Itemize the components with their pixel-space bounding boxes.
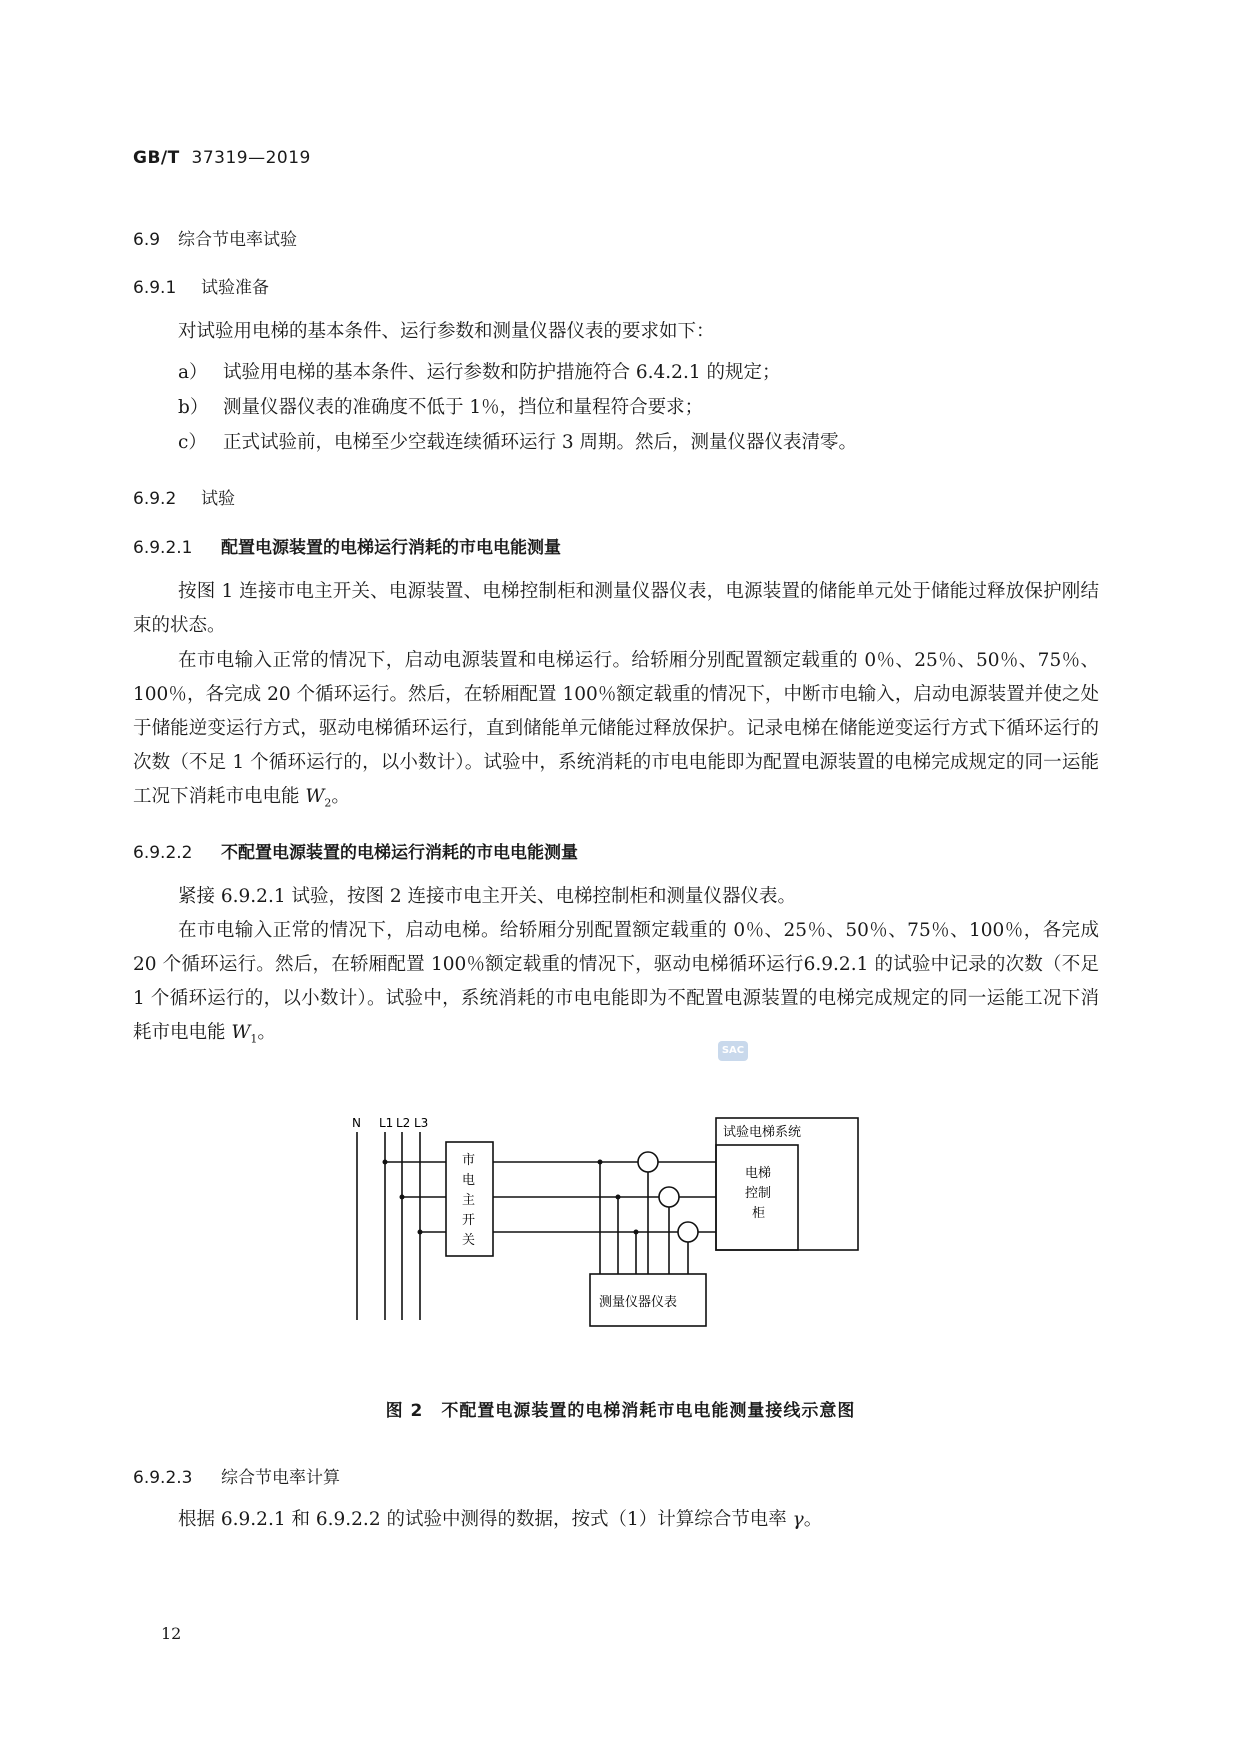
heading-title: 综合节电率计算: [221, 1468, 340, 1488]
standard-prefix: GB/T: [133, 148, 180, 168]
paragraph-intro: 对试验用电梯的基本条件、运行参数和测量仪器仪表的要求如下：: [178, 321, 715, 342]
current-transformer-l2: [659, 1187, 679, 1207]
list-item-b: [178, 393, 703, 419]
controller-label: 柜: [752, 1206, 766, 1221]
list-marker: a）: [178, 362, 208, 383]
switch-char: 关: [462, 1233, 476, 1248]
heading-6-9: [133, 225, 297, 250]
paragraph: [133, 914, 1099, 1057]
heading-number: 6.9.2.2: [133, 843, 193, 863]
paragraph-end: 。: [257, 1022, 276, 1043]
wiring-diagram: [330, 1100, 890, 1340]
controller-label: 控制: [745, 1186, 772, 1201]
heading-6-9-2-3: [133, 1463, 340, 1488]
switch-char: 开: [462, 1213, 476, 1228]
paragraph: 按图 1 连接市电主开关、电源装置、电梯控制柜和测量仪器仪表，电源装置的储能单元处于储能过释放保护刚结束的状态。: [133, 581, 1099, 636]
sac-watermark: SAC: [718, 1041, 748, 1061]
switch-char: 主: [462, 1193, 476, 1208]
variable-subscript: 1: [250, 1032, 258, 1046]
heading-title: 不配置电源装置的电梯运行消耗的市电电能测量: [221, 843, 578, 863]
paragraph-text: 在市电输入正常的情况下，启动电源装置和电梯运行。给轿厢分别配置额定载重的 0％、25％、50％、75％、100％，各完成 20 个循环运行。然后，在轿厢配置 100％额定载重的情况下，中断市电输入，启动电源装置并使之处于储能逆变运行方式，驱动电梯循环运行，直到储能单元储能过释放保护。记录电梯在储能逆变运行方式下循环运行的次数（不足 1 个循环运行的，以小数计）。试验中，系统消耗的市电电能即为配置电源装置的电梯完成规定的同一运能工况下消耗市电电能: [133, 650, 1099, 807]
current-transformer-l1: [638, 1152, 658, 1172]
paragraph: 紧接 6.9.2.1 试验，按图 2 连接市电主开关、电梯控制柜和测量仪器仪表。: [178, 886, 797, 907]
heading-number: 6.9.2.1: [133, 538, 193, 558]
heading-title: 试验: [201, 489, 235, 509]
label-l2: L2: [396, 1116, 411, 1130]
paragraph-end: 。: [331, 786, 350, 807]
paragraph-text: 在市电输入正常的情况下，启动电梯。给轿厢分别配置额定载重的 0％、25％、50％、75％、100％，各完成 20 个循环运行。然后，在轿厢配置 100％额定载重的情况下，驱动电梯循环运行6.9.2.1 的试验中记录的次数（不足 1 个循环运行的，以小数计）。试验中，系统消耗的市电电能即为不配置电源装置的电梯完成规定的同一运能工况下消耗市电电能: [133, 920, 1099, 1043]
list-text: 测量仪器仪表的准确度不低于 1％，挡位和量程符合要求；: [223, 397, 704, 418]
heading-title: 综合节电率试验: [178, 230, 297, 250]
current-transformer-l3: [678, 1222, 698, 1242]
heading-number: 6.9.2: [133, 489, 177, 509]
paragraph: [133, 644, 1099, 821]
page-number: 12: [161, 1624, 182, 1643]
label-l1: L1: [379, 1116, 394, 1130]
variable-w: W: [305, 786, 325, 807]
heading-6-9-1: [133, 273, 269, 298]
paragraph: [133, 1503, 1099, 1537]
standard-code: [133, 148, 311, 168]
switch-char: 电: [462, 1173, 476, 1188]
meter-label: 测量仪器仪表: [599, 1295, 678, 1310]
heading-title: 配置电源装置的电梯运行消耗的市电电能测量: [221, 538, 561, 558]
heading-6-9-2: [133, 484, 235, 509]
heading-title: 试验准备: [201, 278, 269, 298]
heading-number: 6.9: [133, 230, 161, 250]
list-text: 正式试验前，电梯至少空载连续循环运行 3 周期。然后，测量仪器仪表清零。: [223, 432, 858, 453]
switch-char: 市: [462, 1153, 476, 1168]
list-text: 试验用电梯的基本条件、运行参数和防护措施符合 6.4.2.1 的规定；: [223, 362, 781, 383]
paragraph-text: 根据 6.9.2.1 和 6.9.2.2 的试验中测得的数据，按式（1）计算综合节电率: [178, 1509, 793, 1530]
list-marker: b）: [178, 397, 209, 418]
label-l3: L3: [414, 1116, 429, 1130]
variable-gamma: γ: [792, 1509, 804, 1530]
paragraph-end: 。: [803, 1509, 823, 1530]
controller-label: 电梯: [745, 1166, 772, 1181]
list-marker: c）: [178, 432, 207, 453]
variable-w: W: [231, 1022, 251, 1043]
heading-number: 6.9.1: [133, 278, 177, 298]
list-item-a: [178, 358, 781, 384]
variable-subscript: 2: [324, 796, 332, 810]
list-item-c: [178, 428, 857, 454]
label-n: N: [352, 1116, 361, 1130]
system-label: 试验电梯系统: [723, 1125, 802, 1140]
heading-6-9-2-1: [133, 533, 561, 558]
heading-number: 6.9.2.3: [133, 1468, 193, 1488]
figure-caption: 图 2 不配置电源装置的电梯消耗市电电能测量接线示意图: [385, 1401, 856, 1421]
heading-6-9-2-2: [133, 838, 578, 863]
standard-number: 37319—2019: [191, 148, 311, 168]
